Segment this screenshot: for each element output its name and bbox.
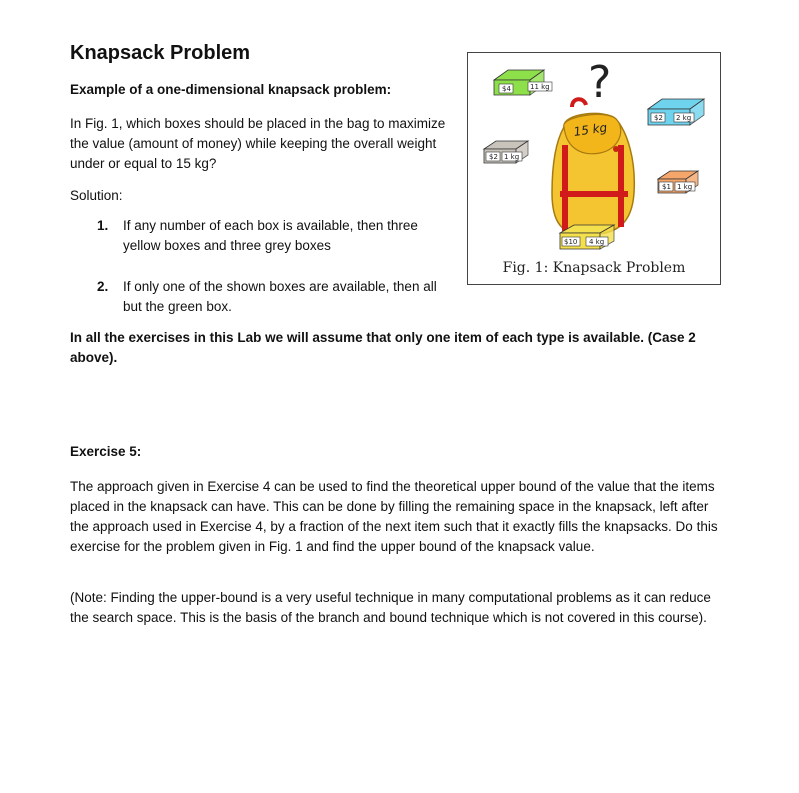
orange-box-value: $1 [662,183,671,191]
yellow-box-value: $10 [564,238,578,246]
knapsack-figure [467,52,721,285]
green-box [494,70,552,95]
grey-box [484,141,528,163]
section-subtitle: Example of a one-dimensional knapsack problem: [70,82,392,97]
figure-caption: Fig. 1: Knapsack Problem [502,260,686,276]
bag-capacity-label: 15 kg [572,120,609,139]
blue-box-value: $2 [654,114,663,122]
knapsack-bag [552,99,634,235]
page-title: Knapsack Problem [70,42,251,64]
assumption-note: In all the exercises in this Lab we will assume that only one item of each type is available. (Case 2 above). [70,330,696,365]
blue-box [648,99,704,125]
orange-box [658,171,698,193]
exercise-body: The approach given in Exercise 4 can be used to find the theoretical upper bound of the value that the items placed in the knapsack can have. This can be done by filling the remaining space in the knapsack, left after the approach used in Exercise 4, by a fraction of the next item such that it exactly fills the knapsacks. Do this exercise for the problem given in Fig. 1 and find the upper bound of the knapsack value. [70,479,718,554]
exercise-note: (Note: Finding the upper-bound is a very useful technique in many computational problems as it can reduce the search space. This is the basis of the branch and bound technique which is not covered in this course). [70,590,711,625]
intro-paragraph: In Fig. 1, which boxes should be placed in the bag to maximize the value (amount of money) while keeping the overall weight under or equal to 15 kg? [70,116,446,171]
orange-box-weight: 1 kg [677,183,693,191]
list-number: 1. [97,218,109,233]
question-mark: ? [588,57,612,108]
blue-box-weight: 2 kg [676,114,692,122]
list-text: If any number of each box is available, then three yellow boxes and three grey boxes [123,218,418,253]
solution-label: Solution: [70,188,123,203]
yellow-box-weight: 4 kg [589,238,605,246]
grey-box-weight: 1 kg [504,153,520,161]
yellow-box [560,225,614,249]
exercise-heading: Exercise 5: [70,444,142,459]
list-number: 2. [97,279,109,294]
green-box-weight: 11 kg [530,83,550,91]
list-text: If only one of the shown boxes are available, then all but the green box. [123,279,437,314]
green-box-value: $4 [502,85,511,93]
grey-box-value: $2 [489,153,498,161]
knapsack-illustration [468,53,720,258]
